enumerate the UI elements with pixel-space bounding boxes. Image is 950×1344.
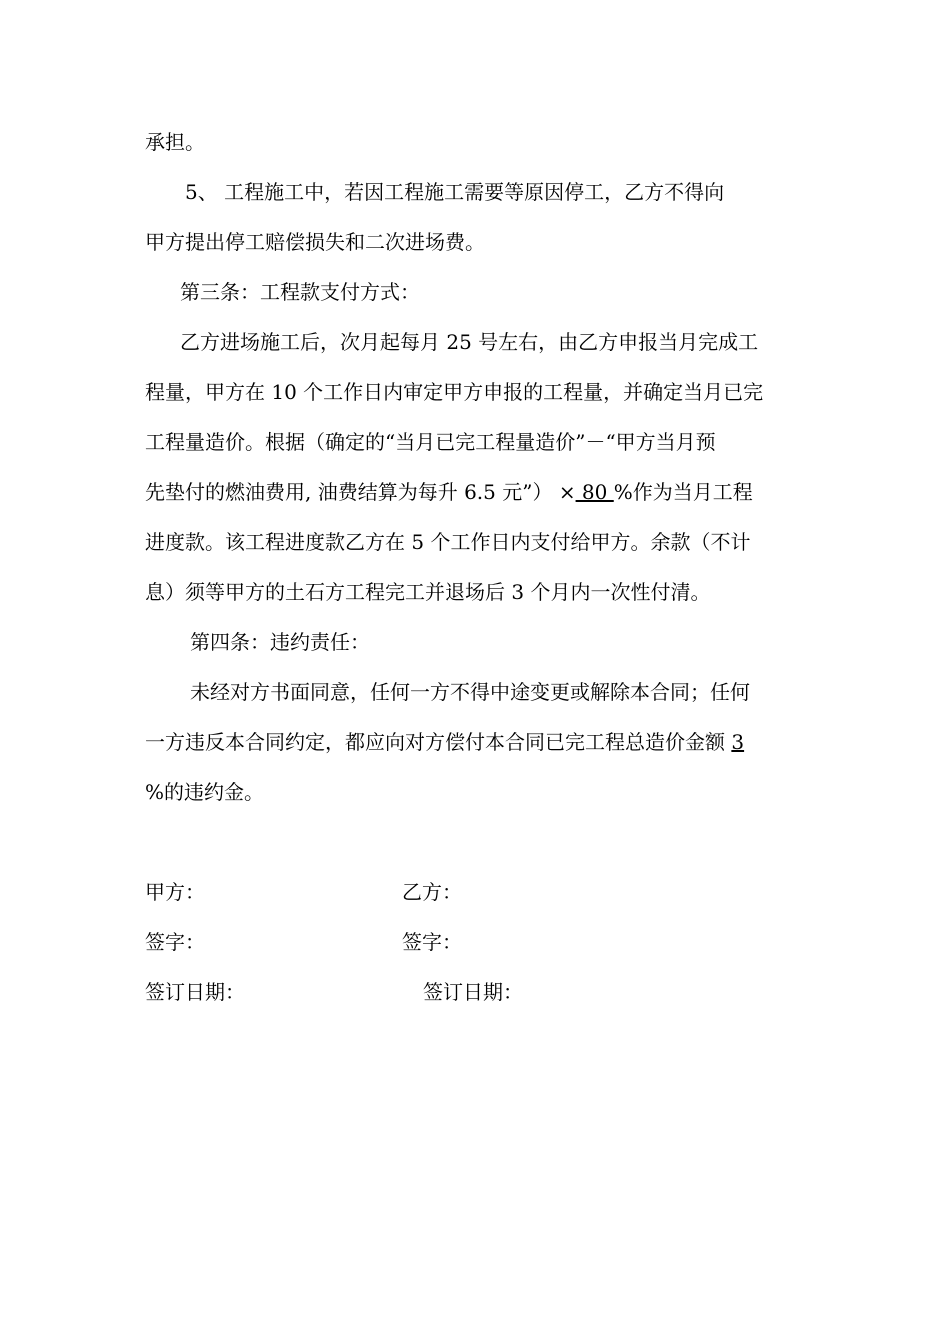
sign-date-b-label: 签订日期： [423,980,523,1004]
paragraph-line: 程量，甲方在 10 个工作日内审定甲方申报的工程量，并确定当月已完 [145,380,764,404]
penalty-percentage-value: 3 [731,730,745,754]
sign-date-a-label: 签订日期： [145,980,245,1004]
section-heading-article-4: 第四条：违约责任： [190,630,370,654]
line-text: 先垫付的燃油费用, 油费结算为每升 6.5 元”） × [145,480,576,504]
paragraph-line: 工程量造价。根据（确定的“当月已完工程量造价”－“甲方当月预 [145,430,716,454]
clause-5-line: 5、 工程施工中，若因工程施工需要等原因停工，乙方不得向 [185,180,725,204]
line-text: %作为当月工程 [613,480,753,504]
signature-b-label: 签字： [402,930,462,954]
party-b-label: 乙方： [402,880,462,904]
paragraph-line: 甲方提出停工赔偿损失和二次进场费。 [145,230,485,254]
paragraph-line: 未经对方书面同意，任何一方不得中途变更或解除本合同；任何 [190,680,750,704]
paragraph-line: 乙方进场施工后，次月起每月 25 号左右，由乙方申报当月完成工 [180,330,759,354]
percentage-value: 80 [575,480,614,504]
section-heading-article-3: 第三条：工程款支付方式： [180,280,420,304]
signature-a-label: 签字： [145,930,205,954]
paragraph-line: 进度款。该工程进度款乙方在 5 个工作日内支付给甲方。余款（不计 [145,530,751,554]
party-a-label: 甲方： [145,880,205,904]
line-text: 一方违反本合同约定，都应向对方偿付本合同已完工程总造价金额 [145,730,732,754]
paragraph-line: 息）须等甲方的土石方工程完工并退场后 3 个月内一次性付清。 [145,580,711,604]
paragraph-line [145,477,815,507]
paragraph-line [145,727,815,757]
paragraph-line: 承担。 [145,130,205,154]
paragraph-line: %的违约金。 [145,780,265,804]
